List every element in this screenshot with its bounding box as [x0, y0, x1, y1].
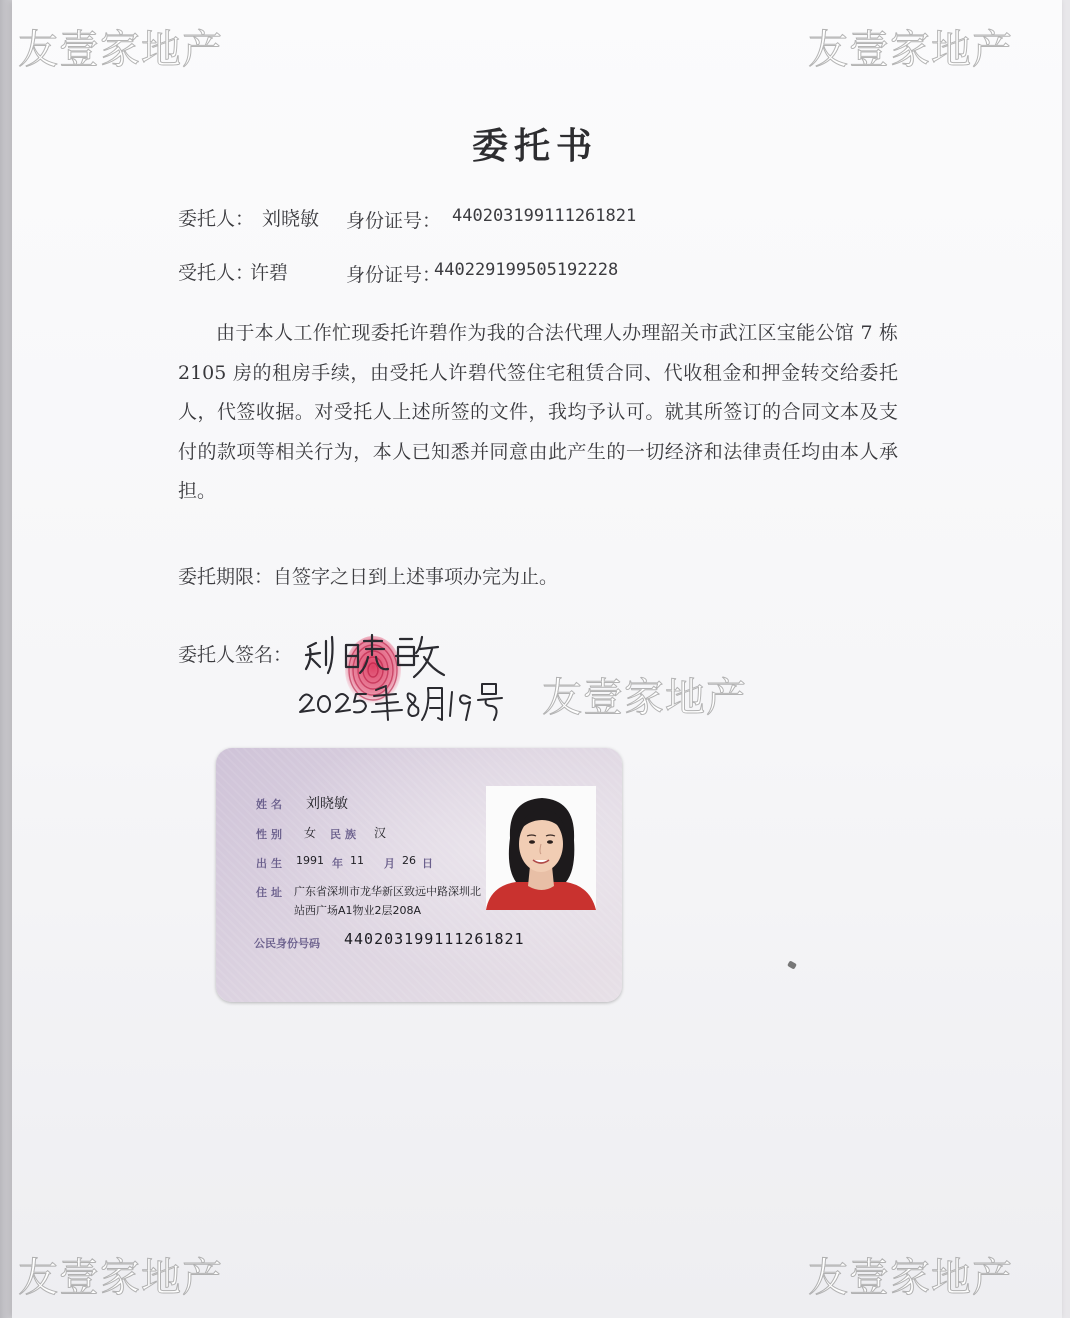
handwritten-date	[296, 674, 506, 724]
id-card-birth-day: 26	[402, 854, 416, 867]
agent-id-label: 身份证号：	[346, 264, 442, 286]
id-card-ethnicity-label: 民族	[330, 828, 360, 841]
signature-label: 委托人签名：	[178, 644, 293, 666]
watermark-middle: 友壹家地产	[542, 675, 747, 721]
principal-id-number: 440203199111261821	[452, 206, 637, 226]
id-card-ethnicity: 汉	[374, 826, 387, 840]
id-card-address-label: 住址	[256, 886, 286, 899]
id-card-birth-month: 11	[350, 854, 364, 867]
id-card-sex: 女	[304, 826, 317, 840]
principal-id-label: 身份证号：	[346, 210, 442, 232]
id-card-sex-label: 性别	[256, 828, 286, 841]
id-card-birth-label: 出生	[256, 857, 286, 870]
paper-sheet	[12, 0, 1062, 1318]
id-card-id-number: 440203199111261821	[344, 930, 525, 948]
agent-id-number: 440229199505192228	[434, 260, 619, 280]
watermark-bottom-left: 友壹家地产	[18, 1255, 223, 1301]
watermark-top-right: 友壹家地产	[808, 27, 1013, 73]
document-title: 委托书	[471, 125, 598, 167]
body-paragraph: 由于本人工作忙现委托许碧作为我的合法代理人办理韶关市武江区宝能公馆 7 栋 2105 房的租房手续，由受托人许碧代签住宅租赁合同、代收租金和押金转交给委托人，代签收据。对受托人上述所签的文件，我均予认可。就其所签订的合同文本及支付的款项等相关行为，本人已知悉并同意由此产生的一切经济和法律责任均由本人承担。	[178, 322, 898, 502]
agent-name: 许碧	[250, 262, 289, 284]
authorization-period: 委托期限：自签字之日到上述事项办完为止。	[178, 566, 559, 588]
id-card-id-label: 公民身份号码	[254, 937, 320, 950]
principal-name: 刘晓敏	[262, 208, 320, 230]
watermark-top-left: 友壹家地产	[18, 27, 223, 73]
id-card-name-label: 姓名	[256, 798, 286, 811]
id-photo	[486, 786, 596, 910]
watermark-bottom-right: 友壹家地产	[808, 1255, 1013, 1301]
id-card-name: 刘晓敏	[306, 796, 348, 812]
id-card-birth-year: 1991	[296, 854, 324, 867]
id-card-birth-year-unit: 年	[332, 857, 343, 870]
agent-label: 受托人：	[178, 262, 255, 284]
id-card	[216, 748, 622, 1002]
id-card-address: 广东省深圳市龙华新区致远中路深圳北站西广场A1物业2层208A	[294, 885, 481, 917]
id-card-birth-month-unit: 月	[384, 857, 395, 870]
id-card-birth-day-unit: 日	[422, 857, 433, 870]
principal-label: 委托人：	[178, 208, 255, 230]
